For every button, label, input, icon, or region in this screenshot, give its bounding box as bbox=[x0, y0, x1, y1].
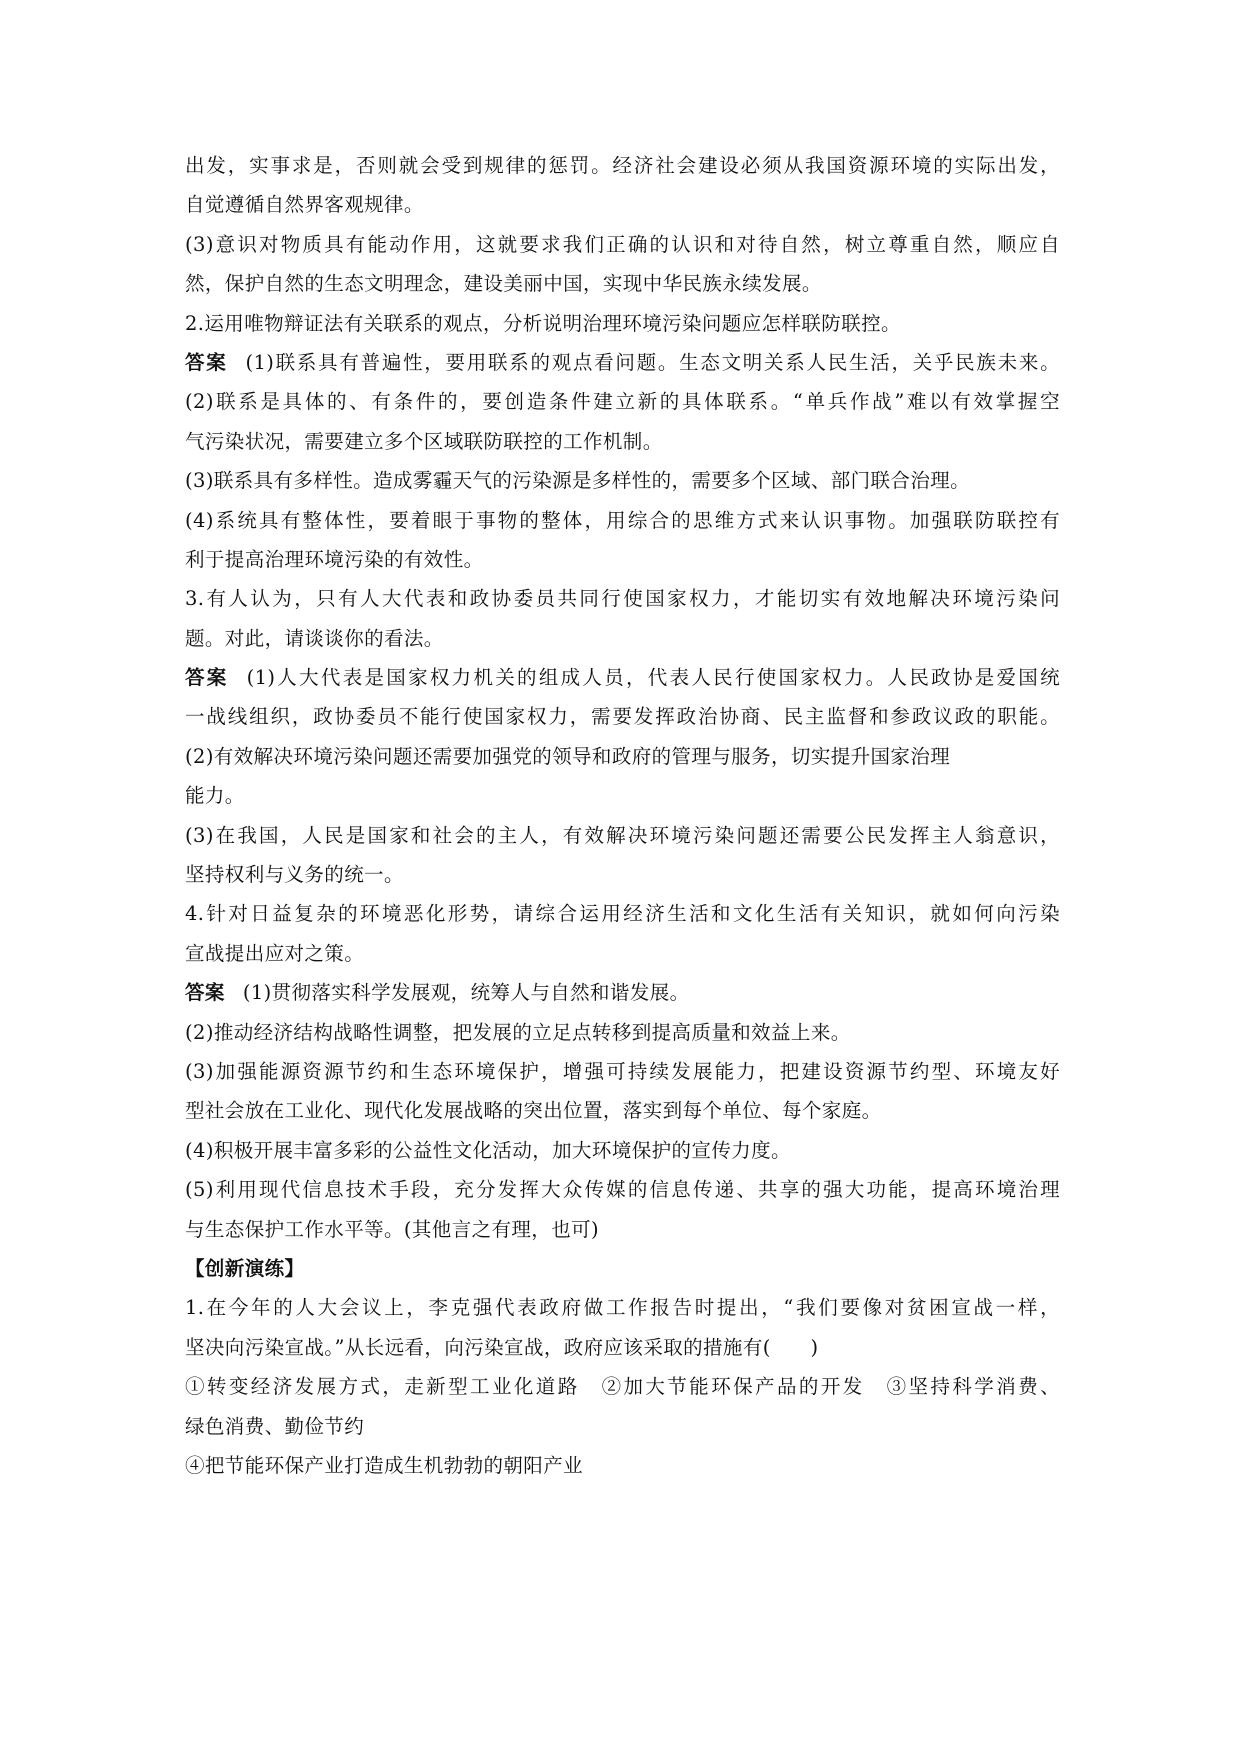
line-text: (1)联系具有普遍性，要用联系的观点看问题。生态文明关系人民生活，关乎民族未来。 bbox=[245, 350, 1060, 374]
line-text: 绿色消费、勤俭节约 bbox=[185, 1414, 365, 1438]
line-text: 自觉遵循自然界客观规律。 bbox=[185, 193, 424, 217]
text-line bbox=[185, 461, 1060, 500]
line-text: (5)利用现代信息技术手段，充分发挥大众传媒的信息传递、共享的强大功能，提高环境治理 bbox=[185, 1178, 1060, 1202]
line-text: (3)加强能源资源节约和生态环境保护，增强可持续发展能力，把建设资源节约型、环境友好 bbox=[185, 1059, 1060, 1083]
line-text: ④把节能环保产业打造成生机勃勃的朝阳产业 bbox=[185, 1453, 584, 1477]
line-text: (4)积极开展丰富多彩的公益性文化活动，加大环境保护的宣传力度。 bbox=[185, 1138, 791, 1162]
answer-label: 答案 bbox=[185, 666, 229, 690]
line-text: (3)联系具有多样性。造成雾霾天气的污染源是多样性的，需要多个区域、部门联合治理。 bbox=[185, 469, 971, 493]
text-line bbox=[185, 579, 1060, 618]
line-text: (2)有效解决环境污染问题还需要加强党的领导和政府的管理与服务，切实提升国家治理 bbox=[185, 744, 951, 768]
line-text: 坚持权利与义务的统一。 bbox=[185, 863, 404, 887]
text-line bbox=[185, 343, 1060, 382]
line-text: 4.针对日益复杂的环境恶化形势，请综合运用经济生活和文化生活有关知识，就如何向污染 bbox=[185, 902, 1060, 926]
text-line bbox=[185, 264, 1060, 303]
text-line bbox=[185, 1131, 1060, 1170]
line-text: 能力。 bbox=[185, 784, 245, 808]
line-text: (2)推动经济结构战略性调整，把发展的立足点转移到提高质量和效益上来。 bbox=[185, 1020, 851, 1044]
line-text: 气污染状况，需要建立多个区域联防联控的工作机制。 bbox=[185, 429, 663, 453]
text-line bbox=[185, 1091, 1060, 1130]
text-line bbox=[185, 1052, 1060, 1091]
line-text: 题。对此，请谈谈你的看法。 bbox=[185, 626, 444, 650]
text-line bbox=[185, 1013, 1060, 1052]
text-line bbox=[185, 619, 1060, 658]
text-line bbox=[185, 816, 1060, 855]
section-heading bbox=[185, 1249, 1060, 1288]
text-line bbox=[185, 1407, 1060, 1446]
line-text: 宣战提出应对之策。 bbox=[185, 941, 365, 965]
text-line bbox=[185, 422, 1060, 461]
line-text: 与生态保护工作水平等。(其他言之有理，也可) bbox=[185, 1217, 600, 1241]
text-line bbox=[185, 185, 1060, 224]
text-line bbox=[185, 540, 1060, 579]
line-text: 1.在今年的人大会议上，李克强代表政府做工作报告时提出，“我们要像对贫困宣战一样， bbox=[185, 1296, 1060, 1320]
text-line bbox=[185, 382, 1060, 421]
text-line bbox=[185, 855, 1060, 894]
text-line bbox=[185, 1210, 1060, 1249]
text-line bbox=[185, 737, 1060, 776]
text-line bbox=[185, 225, 1060, 264]
line-text: (4)系统具有整体性，要着眼于事物的整体，用综合的思维方式来认识事物。加强联防联控有 bbox=[185, 508, 1060, 532]
line-text: (1)贯彻落实科学发展观，统筹人与自然和谐发展。 bbox=[242, 981, 690, 1005]
line-text: 利于提高治理环境污染的有效性。 bbox=[185, 547, 484, 571]
text-line bbox=[185, 501, 1060, 540]
line-text: 一战线组织，政协委员不能行使国家权力，需要发挥政治协商、民主监督和参政议政的职能。 bbox=[185, 705, 1060, 729]
text-line bbox=[185, 146, 1060, 185]
document-body bbox=[185, 146, 1060, 1485]
line-text: (1)人大代表是国家权力机关的组成人员，代表人民行使国家权力。人民政协是爱国统 bbox=[246, 666, 1060, 690]
line-text: (3)在我国，人民是国家和社会的主人，有效解决环境污染问题还需要公民发挥主人翁意识， bbox=[185, 823, 1060, 847]
text-line bbox=[185, 697, 1060, 736]
line-text: 坚决向污染宣战。”从长远看，向污染宣战，政府应该采取的措施有( ) bbox=[185, 1335, 819, 1359]
text-line bbox=[185, 1446, 1060, 1485]
line-text: 出发，实事求是，否则就会受到规律的惩罚。经济社会建设必须从我国资源环境的实际出发， bbox=[185, 154, 1060, 177]
line-text: 型社会放在工业化、现代化发展战略的突出位置，落实到每个单位、每个家庭。 bbox=[185, 1099, 882, 1123]
text-line bbox=[185, 973, 1060, 1012]
line-text: 3.有人认为，只有人大代表和政协委员共同行使国家权力，才能切实有效地解决环境污染问 bbox=[185, 587, 1060, 611]
line-text: 2.运用唯物辩证法有关联系的观点，分析说明治理环境污染问题应怎样联防联控。 bbox=[185, 311, 901, 335]
line-text: ①转变经济发展方式，走新型工业化道路 ②加大节能环保产品的开发 ③坚持科学消费、 bbox=[185, 1375, 1060, 1399]
text-line bbox=[185, 1288, 1060, 1327]
line-text: 然，保护自然的生态文明理念，建设美丽中国，实现中华民族永续发展。 bbox=[185, 272, 822, 296]
line-text: (2)联系是具体的、有条件的，要创造条件建立新的具体联系。“单兵作战”难以有效掌握空 bbox=[185, 390, 1060, 414]
line-text: (3)意识对物质具有能动作用，这就要求我们正确的认识和对待自然，树立尊重自然，顺应自 bbox=[185, 232, 1060, 256]
text-line bbox=[185, 894, 1060, 933]
text-line bbox=[185, 776, 1060, 815]
text-line bbox=[185, 1170, 1060, 1209]
text-line bbox=[185, 658, 1060, 697]
text-line bbox=[185, 1328, 1060, 1367]
text-line bbox=[185, 1367, 1060, 1406]
text-line bbox=[185, 934, 1060, 973]
answer-label: 答案 bbox=[185, 350, 228, 374]
line-text: 【创新演练】 bbox=[185, 1256, 305, 1280]
answer-label: 答案 bbox=[185, 981, 225, 1005]
text-line bbox=[185, 304, 1060, 343]
